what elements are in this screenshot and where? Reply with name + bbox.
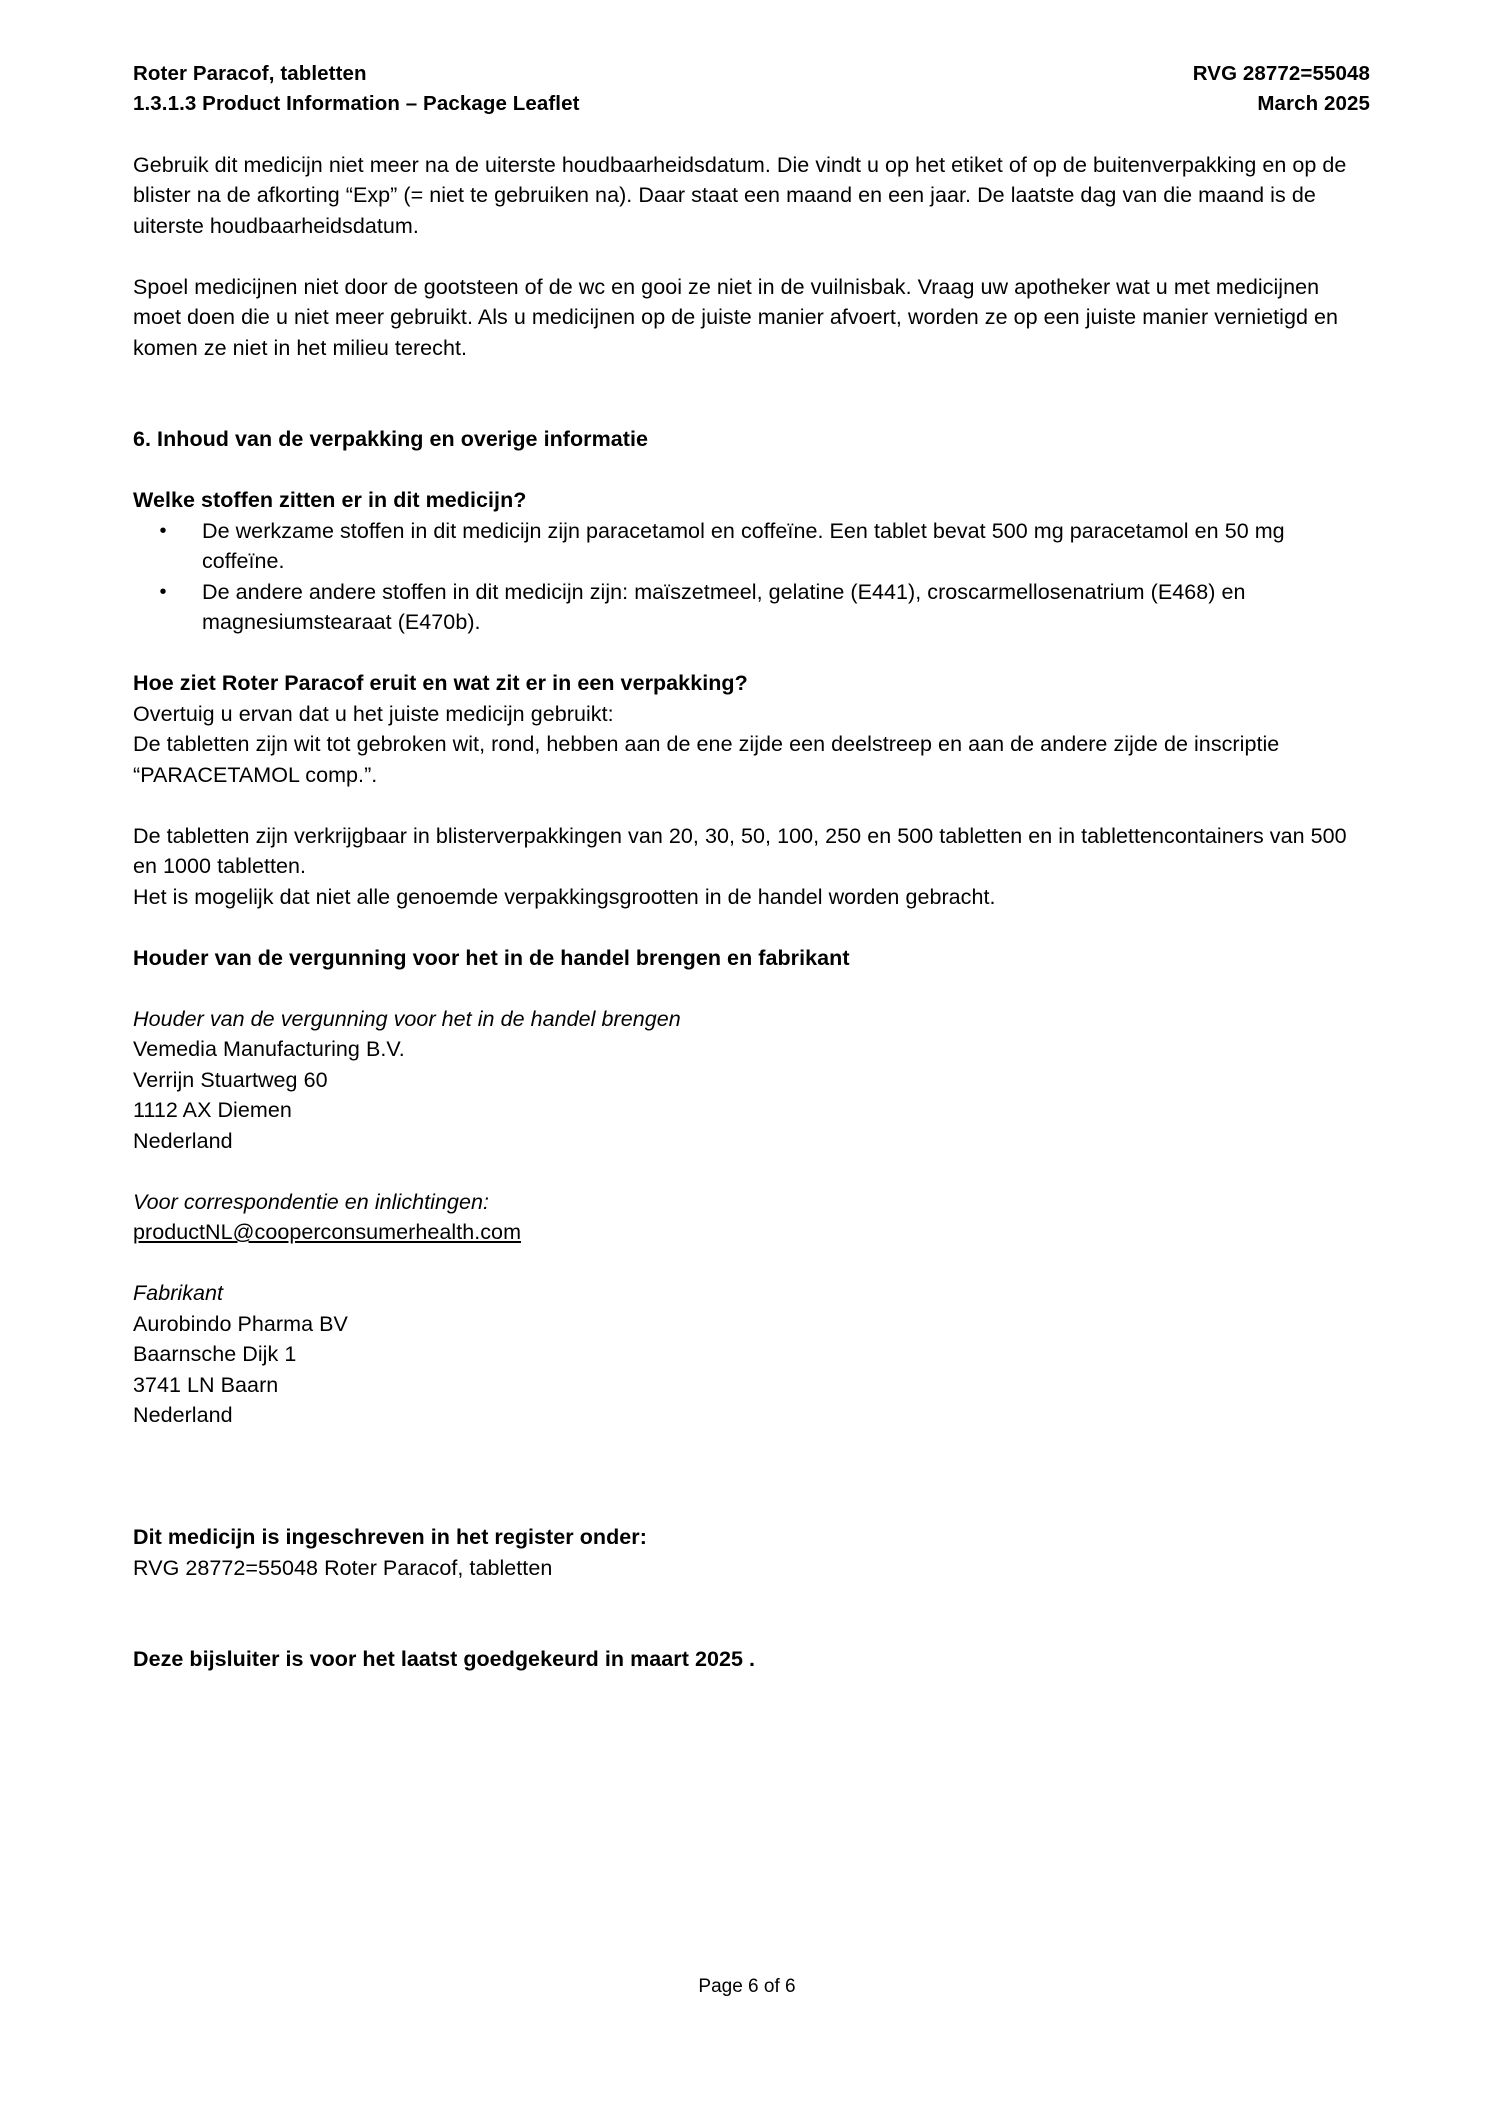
- registration-value: RVG 28772=55048 Roter Paracof, tabletten: [133, 1555, 553, 1580]
- manufacturer-address-line: Nederland: [133, 1403, 233, 1427]
- spacer: [133, 1248, 1370, 1279]
- spacer: [133, 1461, 1370, 1492]
- subheading-marketing-authorisation: Houder van de vergunning voor het in de handel brengen en fabrikant: [133, 945, 850, 970]
- list-item-text: De andere andere stoffen in dit medicijn zijn: maïszetmeel, gelatine (E441), croscarmellosenatrium (E468) en magnesiumstearaat (E470b).: [202, 579, 1246, 634]
- appearance-line-verify: Overtuig u ervan dat u het juiste medicijn gebruikt:: [133, 701, 614, 726]
- spacer: [133, 119, 1370, 150]
- bullet-icon: •: [159, 580, 167, 603]
- appearance-line-tablet: De tabletten zijn wit tot gebroken wit, rond, hebben aan de ene zijde een deelstreep en aan de andere zijde de inscriptie “PARACETAMOL comp.”.: [133, 732, 1280, 787]
- manufacturer-address-line: Aurobindo Pharma BV: [133, 1311, 348, 1336]
- label-correspondence: Voor correspondentie en inlichtingen:: [133, 1189, 490, 1214]
- paragraph-disposal: Spoel medicijnen niet door de gootsteen of de wc en gooi ze niet in de vuilnisbak. Vraag uw apotheker wat u met medicijnen moet doen die u niet meer gebruikt. Als u medicijnen op de juiste manier afvoert, worden ze op een juiste manier vernietigd en komen ze niet in het milieu terecht.: [133, 274, 1339, 360]
- document-footer: [0, 1975, 1494, 1999]
- spacer: [133, 1614, 1370, 1645]
- header-product-title: Roter Paracof, tabletten: [133, 62, 367, 85]
- spacer: [133, 973, 1370, 1004]
- substances-list: [133, 516, 1370, 638]
- section-6-heading: 6. Inhoud van de verpakking en overige informatie: [133, 427, 648, 451]
- document-header: [133, 0, 1370, 119]
- email-link[interactable]: productNL@cooperconsumerhealth.com: [133, 1220, 522, 1244]
- holder-address-line: 1112 AX Diemen: [133, 1098, 292, 1122]
- spacer: [133, 638, 1370, 669]
- holder-address-line: Vemedia Manufacturing B.V.: [133, 1037, 405, 1061]
- spacer: [133, 1492, 1370, 1523]
- paragraph-expiry: Gebruik dit medicijn niet meer na de uiterste houdbaarheidsdatum. Die vindt u op het etiket of op de buitenverpakking en op de blister na de afkorting “Exp” (= niet te gebruiken na). Daar staat een maand en een jaar. De laatste dag van die maand is de uiterste houdbaarheidsdatum.: [133, 152, 1347, 238]
- approval-statement: Deze bijsluiter is voor het laatst goedgekeurd in maart 2025 .: [133, 1647, 756, 1671]
- list-item: [133, 577, 1370, 638]
- subheading-appearance: Hoe ziet Roter Paracof eruit en wat zit er in een verpakking?: [133, 671, 748, 695]
- correspondence-email-row: [133, 1217, 1370, 1248]
- spacer: [133, 241, 1370, 272]
- appearance-line-availability: Het is mogelijk dat niet alle genoemde verpakkingsgrootten in de handel worden gebracht.: [133, 884, 996, 909]
- appearance-line-packsizes: De tabletten zijn verkrijgbaar in blisterverpakkingen van 20, 30, 50, 100, 250 en 500 tabletten en in tablettencontainers van 500 en 1000 tabletten.: [133, 823, 1347, 878]
- page-number-label: Page 6 of 6: [698, 1976, 796, 1997]
- manufacturer-address-line: Baarnsche Dijk 1: [133, 1342, 297, 1366]
- bullet-icon: •: [159, 519, 167, 542]
- list-item-text: De werkzame stoffen in dit medicijn zijn paracetamol en coffeïne. Een tablet bevat 500 mg paracetamol en 50 mg coffeïne.: [202, 518, 1285, 573]
- subheading-registration: Dit medicijn is ingeschreven in het register onder:: [133, 1525, 647, 1549]
- header-row-section: [133, 89, 1370, 119]
- spacer: [133, 1156, 1370, 1187]
- spacer: [133, 394, 1370, 425]
- page-content: [133, 0, 1370, 1675]
- spacer: [133, 455, 1370, 486]
- spacer: [133, 363, 1370, 394]
- label-licence-holder: Houder van de vergunning voor het in de handel brengen: [133, 1006, 681, 1031]
- spacer: [133, 1583, 1370, 1614]
- label-manufacturer: Fabrikant: [133, 1281, 224, 1305]
- header-row-product: [133, 59, 1370, 89]
- manufacturer-address-line: 3741 LN Baarn: [133, 1372, 279, 1397]
- holder-address-line: Verrijn Stuartweg 60: [133, 1067, 328, 1092]
- holder-address-line: Nederland: [133, 1128, 233, 1153]
- spacer: [133, 912, 1370, 943]
- list-item: [133, 516, 1370, 577]
- header-section-label: 1.3.1.3 Product Information – Package Leaflet: [133, 92, 580, 115]
- spacer: [133, 790, 1370, 821]
- header-rvg-number: RVG 28772=55048: [1192, 62, 1370, 85]
- header-date: March 2025: [1257, 92, 1370, 115]
- document-body: [133, 119, 1370, 1675]
- spacer: [133, 1431, 1370, 1462]
- subheading-substances: Welke stoffen zitten er in dit medicijn?: [133, 488, 527, 512]
